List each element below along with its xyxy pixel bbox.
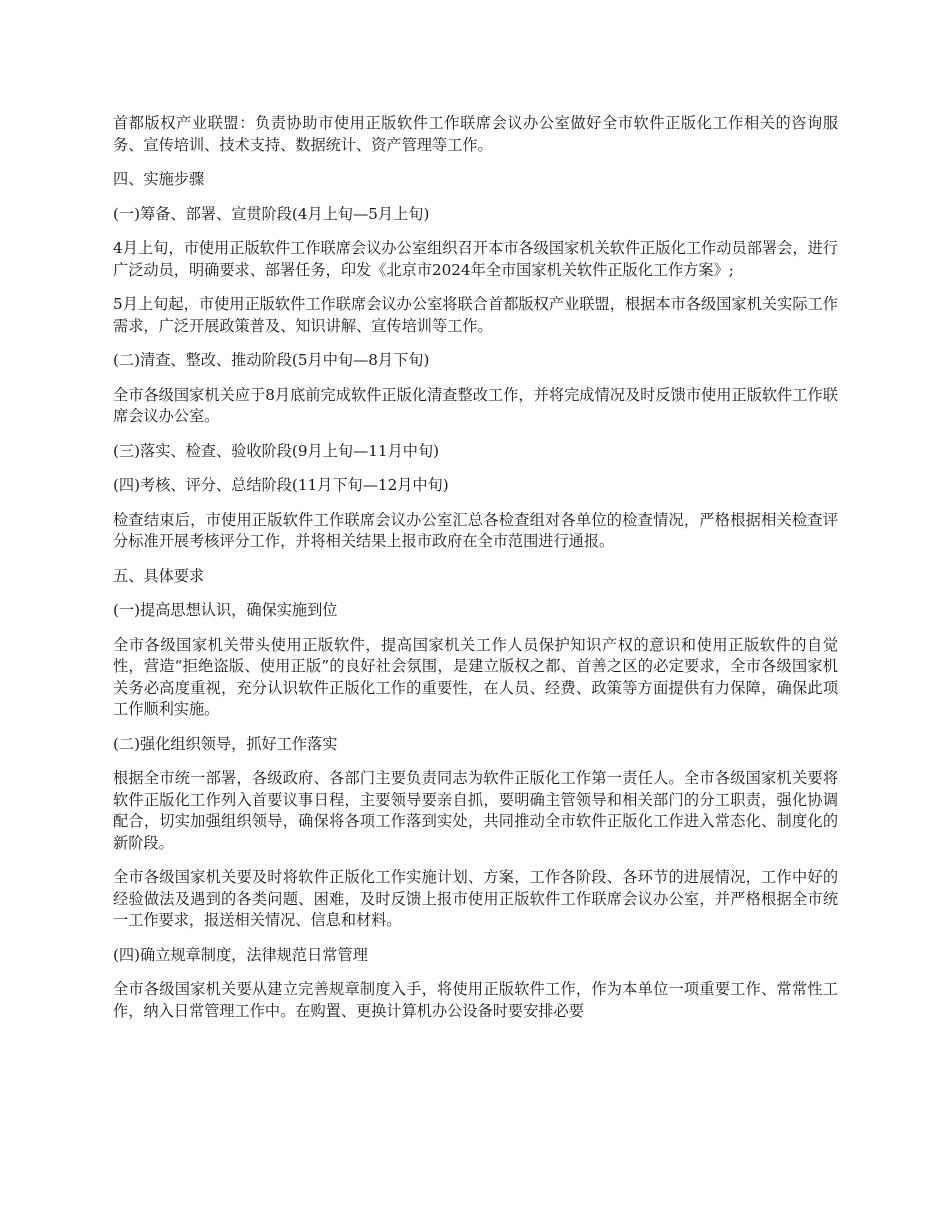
section-heading-implementation-steps: 四、实施步骤 xyxy=(113,170,205,188)
paragraph-requirement-2a: 根据全市统一部署，各级政府、各部门主要负责同志为软件正版化工作第一责任人。全市各级国家机关要将软件正版化工作列入首要议事日程，主要领导要亲自抓，要明确主管领导和相关部门的分工职责，强化协调配合，切实加强组织领导，确保将各项工作落到实处，共同推动全市软件正版化工作进入常态化、制度化的新阶段。 xyxy=(113,769,838,852)
paragraph-requirement-4: 全市各级国家机关要从建立完善规章制度入手，将使用正版软件工作，作为本单位一项重要工作、常常性工作，纳入日常管理工作中。在购置、更换计算机办公设备时要安排必要 xyxy=(113,980,838,1020)
subheading-phase-1: (一)筹备、部署、宣贯阶段(4月上旬—5月上旬) xyxy=(113,204,430,223)
paragraph-phase-1-may: 5月上旬起，市使用正版软件工作联席会议办公室将联合首都版权产业联盟，根据本市各级国家机关实际工作需求，广泛开展政策普及、知识讲解、宣传培训等工作。 xyxy=(113,295,838,335)
paragraph-phase-2: 全市各级国家机关应于8月底前完成软件正版化清查整改工作，并将完成情况及时反馈市使用正版软件工作联席会议办公室。 xyxy=(113,385,838,425)
section-heading-requirements: 五、具体要求 xyxy=(113,566,205,585)
paragraph-requirement-2b: 全市各级国家机关要及时将软件正版化工作实施计划、方案，工作各阶段、各环节的进展情况，工作中好的经验做法及遇到的各类问题、困难，及时反馈上报市使用正版软件工作联席会议办公室，并严格根据全市统一工作要求，报送相关情况、信息和材料。 xyxy=(113,868,838,929)
subheading-phase-2: (二)清查、整改、推动阶段(5月中旬—8月下旬) xyxy=(113,351,430,369)
subheading-requirement-4: (四)确立规章制度，法律规范日常管理 xyxy=(113,945,368,964)
subheading-requirement-2: (二)强化组织领导，抓好工作落实 xyxy=(113,734,338,753)
paragraph-requirement-1: 全市各级国家机关带头使用正版软件，提高国家机关工作人员保护知识产权的意识和使用正版软件的自觉性，营造“拒绝盗版、使用正版”的良好社会氛围，是建立版权之都、首善之区的必定要求，全市各级国家机关务必高度重视，充分认识软件正版化工作的重要性，在人员、经费、政策等方面提供有力保障，确保此项工作顺利实施。 xyxy=(113,635,838,718)
paragraph-phase-4: 检查结束后，市使用正版软件工作联席会议办公室汇总各检查组对各单位的检查情况，严格根据相关检查评分标准开展考核评分工作，并将相关结果上报市政府在全市范围进行通报。 xyxy=(113,510,838,550)
subheading-phase-4: (四)考核、评分、总结阶段(11月下旬—12月中旬) xyxy=(113,476,449,494)
paragraph-alliance-duties: 首都版权产业联盟：负责协助市使用正版软件工作联席会议办公室做好全市软件正版化工作相关的咨询服务、宣传培训、技术支持、数据统计、资产管理等工作。 xyxy=(113,114,838,154)
subheading-phase-3: (三)落实、检查、验收阶段(9月上旬—11月中旬) xyxy=(113,441,440,460)
document-body xyxy=(113,113,838,1022)
paragraph-phase-1-april: 4月上旬，市使用正版软件工作联席会议办公室组织召开本市各级国家机关软件正版化工作动员部署会，进行广泛动员，明确要求、部署任务，印发《北京市2024年全市国家机关软件正版化工作方案》; xyxy=(113,239,838,279)
subheading-requirement-1: (一)提高思想认识，确保实施到位 xyxy=(113,601,338,619)
